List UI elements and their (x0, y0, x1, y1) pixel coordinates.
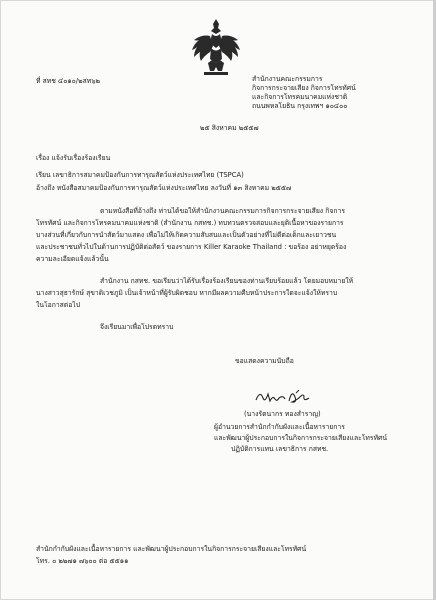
closing-sentence: จึงเรียนมาเพื่อโปรดทราบ (100, 323, 174, 331)
paragraph-line: โทรทัศน์ และกิจการโทรคมนาคมแห่งชาติ (สำนักงาน กสทช.) ทบทวนตรวจสอบและยุติเนื้อหาของรายการ (36, 219, 344, 227)
signatory-position: ปฏิบัติการแทน เลขาธิการ กสทช. (231, 445, 329, 453)
regards-line: ขอแสดงความนับถือ (235, 357, 294, 365)
signatory-name: (นางรัตนากร ทองสำราญ) (244, 410, 321, 418)
paragraph-line: ในโอกาสต่อไป (36, 301, 81, 309)
addressee-line: เรียน เลขาธิการสมาคมป้องกันการทารุณสัตว์แห่งประเทศไทย (TSPCA) (36, 171, 244, 179)
reference-number: ที่ สทช ๔๐๑๐/๒สท๖๒ (36, 77, 100, 85)
subject-line: เรื่อง แจ้งรับเรื่องร้องเรียน (36, 154, 111, 162)
signatory-position: และพัฒนาผู้ประกอบการในกิจการกระจายเสียงและโทรทัศน์ (214, 434, 388, 442)
reference-line: อ้างถึง หนังสือสมาคมป้องกันการทารุณสัตว์แห่งประเทศไทย ลงวันที่ ๑๓ สิงหาคม ๒๕๕๗ (36, 184, 292, 192)
org-line: ถนนพหลโยธิน กรุงเทพฯ ๑๐๔๐๐ (252, 102, 348, 110)
footer-department: สำนักกำกับผังและเนื้อหารายการ และพัฒนาผู้ประกอบการในกิจการกระจายเสียงและโทรทัศน์ (36, 545, 307, 553)
org-line: สำนักงานคณะกรรมการ (252, 75, 323, 83)
paragraph-line: สำนักงาน กสทช. ขอเรียนว่าได้รับเรื่องร้องเรียนของท่านเรียบร้อยแล้ว โดยมอบหมายให้ (100, 277, 354, 285)
footer-phone: โทร. ๐ ๒๒๗๑ ๗๖๐๐ ต่อ ๕๕๑๑ (36, 557, 129, 565)
garuda-emblem-icon (190, 17, 242, 77)
org-line: กิจการกระจายเสียง กิจการโทรทัศน์ (252, 84, 356, 92)
paragraph-line: ตามหนังสือที่อ้างถึง ท่านได้ขอให้สำนักงานคณะกรรมการกิจการกระจายเสียง กิจการ (100, 207, 345, 215)
paragraph-line: ความละเอียดแจ้งแล้วนั้น (36, 255, 109, 263)
signatory-position: ผู้อำนวยการสำนักกำกับผังและเนื้อหารายการ (214, 423, 345, 431)
letter-date: ๒๕ สิงหาคม ๒๕๕๗ (200, 124, 259, 132)
paragraph-line: นางสาวสุธารักษ์ สุขาดิเวชภูมิ เป็นเจ้าหน้าที่ผู้รับผิดชอบ หากมีผลความคืบหน้าประการใดจะแจ้งให้ทราบ (36, 289, 338, 297)
paragraph-line: และประชาชนทั่วไปในด้านการปฏิบัติต่อสัตว์ ของรายการ Killer Karaoke Thailand : ขอร้อง อย่าหยุดร้อง (36, 243, 347, 251)
signature-icon (252, 387, 312, 407)
org-line: และกิจการโทรคมนาคมแห่งชาติ (252, 93, 348, 101)
paragraph-line: บางส่วนที่เกี่ยวกับการนำสัตว์มาแสดง เพื่อไม่ให้เกิดความสับสนและเป็นตัวอย่างที่ไม่ดีต่อเด็กและเยาวชน (36, 231, 337, 239)
